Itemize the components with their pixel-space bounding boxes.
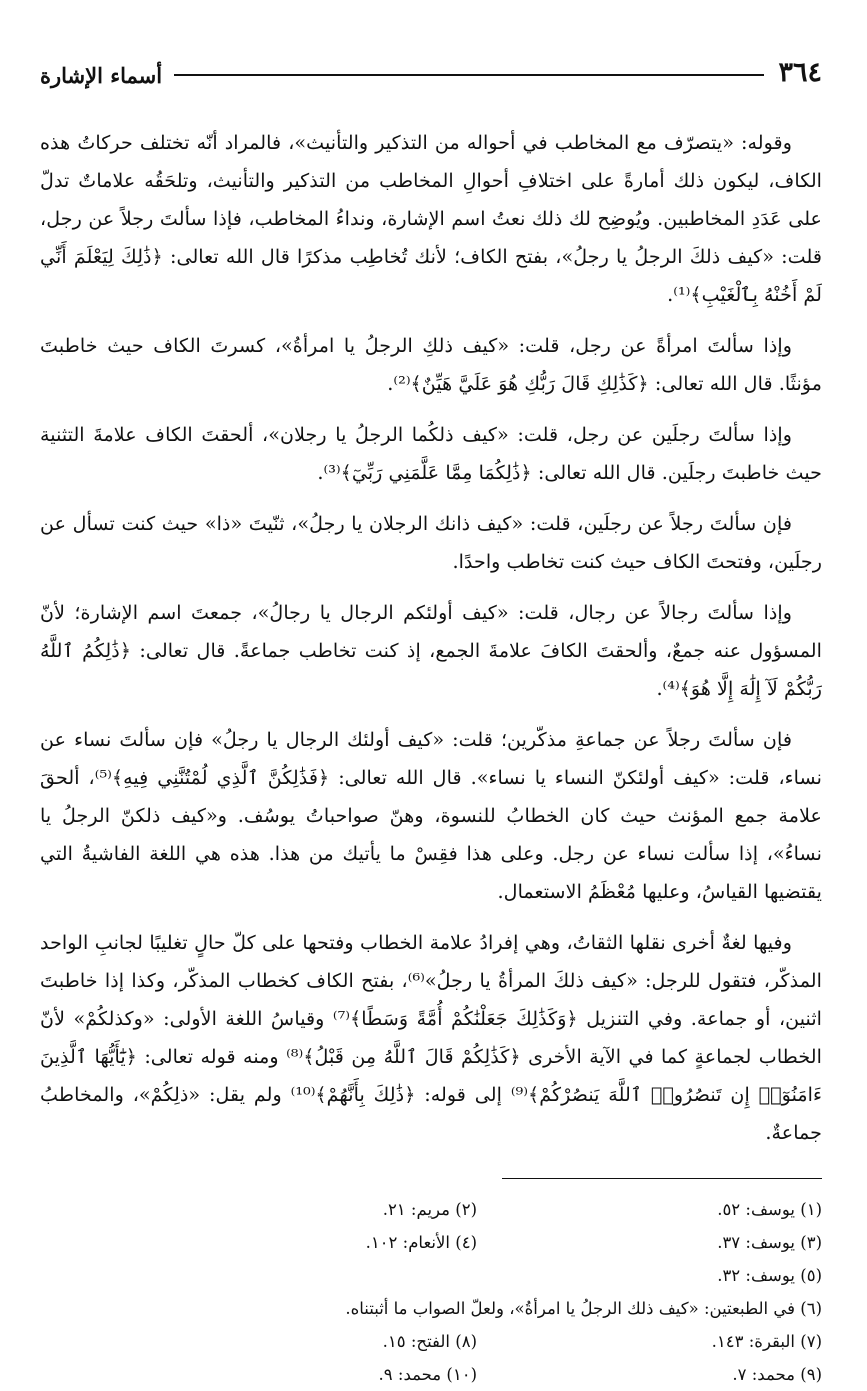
footnote: (٥) يوسف: ٣٢. bbox=[717, 1266, 822, 1285]
footnotes bbox=[40, 1193, 822, 1391]
footnote: (٦) في الطبعتين: «كيف ذلك الرجلُ يا امرأةُ»، ولعلّ الصواب ما أثبتناه. bbox=[345, 1299, 822, 1318]
paragraph: فإن سألتَ رجلاً عن جماعةِ مذكّرين؛ قلت: «كيف أولئك الرجال يا رجلُ» فإن سألتَ نساء عن نساء، قلت: «كيف أولئكنّ النساء يا نساء». قال الله تعالى: ﴿فَذَٰلِكُنَّ ٱلَّذِي لُمْتُنَّنِي فِيهِ﴾⁽⁵⁾، ألحقَ علامة جمع المؤنث حيث كان الخطابُ للنسوة، وهنّ صواحباتُ يوسُف. و«كيف ذلكنّ الرجلُ يا نساءُ»، إذا سألت نساء عن رجل. وعلى هذا فقِسْ ما يأتيك من هذا. هذه هي اللغة الفاشيةُ التي يقتضيها القياسُ، وعليها مُعْظَمُ الاستعمال. bbox=[40, 728, 822, 903]
footnote: (٩) محمد: ٧. bbox=[732, 1365, 822, 1384]
footnote-rule bbox=[502, 1178, 822, 1179]
footnote: (٤) الأنعام: ١٠٢. bbox=[365, 1233, 477, 1252]
paragraph: وإذا سألتَ امرأةً عن رجل، قلت: «كيف ذلكِ الرجلُ يا امرأةُ»، كسرتَ الكاف حيث خاطبتَ مؤنثًا. قال الله تعالى: ﴿كَذَٰلِكِ قَالَ رَبُّكِ هُوَ عَلَيَّ هَيِّنٌ﴾⁽²⁾. bbox=[40, 334, 822, 395]
page-number: ٣٦٤ bbox=[778, 57, 822, 88]
paragraph: وإذا سألتَ رجلَين عن رجل، قلت: «كيف ذلكُما الرجلُ يا رجلان»، ألحقتَ الكاف علامةَ التثنية حيث خاطبتَ رجلَين. قال الله تعالى: ﴿ذَٰلِكُمَا مِمَّا عَلَّمَنِي رَبِّيٓ﴾⁽³⁾. bbox=[40, 423, 822, 484]
footnote-row bbox=[40, 1325, 822, 1358]
footnote: (٣) يوسف: ٣٧. bbox=[717, 1233, 822, 1252]
footnote: (١٠) محمد: ٩. bbox=[378, 1365, 477, 1384]
footnote: (٢) مريم: ٢١. bbox=[382, 1200, 477, 1219]
footnote-row bbox=[40, 1292, 822, 1325]
footnote: (٨) الفتح: ١٥. bbox=[382, 1332, 477, 1351]
footnote-row bbox=[40, 1193, 822, 1226]
running-header bbox=[40, 46, 822, 86]
footnote-row bbox=[40, 1226, 822, 1259]
paragraph: وقوله: «يتصرّف مع المخاطب في أحواله من التذكير والتأنيث»، فالمراد أنّه تختلف حركاتُ هذه الكاف، ليكون ذلك أمارةً على اختلافِ أحوالِ المخاطب من التذكير والتأنيث، وتلحَقُه علاماتٌ تدلّ على عَدَدِ المخاطبين. ويُوضِح لك ذلك نعتُ اسم الإشارة، ونداءُ المخاطب، فإذا سألتَ رجلاً عن رجل، قلت: «كيف ذلكَ الرجلُ يا رجلُ»، بفتح الكاف؛ لأنك تُخاطِب مذكرًا قال الله تعالى: ﴿ذَٰلِكَ لِيَعْلَمَ أَنِّي لَمْ أَخُنْهُ بِٱلْغَيْبِ﴾⁽¹⁾. bbox=[40, 131, 822, 306]
footnote: (٧) البقرة: ١٤٣. bbox=[711, 1332, 822, 1351]
paragraph: فإن سألتَ رجلاً عن رجلَين، قلت: «كيف ذانك الرجلان يا رجلُ»، ثنّيتَ «ذا» حيث كنت تسأل عن رجلَين، وفتحتَ الكاف حيث كنت تخاطب واحدًا. bbox=[40, 512, 822, 573]
footnote-row bbox=[40, 1358, 822, 1391]
footnote: (١) يوسف: ٥٢. bbox=[717, 1200, 822, 1219]
section-title: أسماء الإشارة bbox=[40, 63, 163, 88]
paragraph: وفيها لغةٌ أخرى نقلها الثقاتُ، وهي إفرادُ علامة الخطاب وفتحها على كلّ حالٍ تغليبًا لجانبِ الواحد المذكّر، فتقول للرجل: «كيف ذلكَ المرأةُ يا رجلُ»⁽⁶⁾، بفتح الكاف كخطاب المذكّر، وكذا إذا خاطبتَ اثنين، أو جماعة. وفي التنزيل ﴿وَكَذَٰلِكَ جَعَلْنَٰكُمْ أُمَّةً وَسَطًا﴾⁽⁷⁾ وقياسُ اللغة الأولى: «وكذلكُمْ» لأنّ الخطاب لجماعةٍ كما في الآية الأخرى ﴿كَذَٰلِكُمْ قَالَ ٱللَّهُ مِن قَبْلُ﴾⁽⁸⁾ ومنه قوله تعالى: ﴿يَٰٓأَيُّهَا ٱلَّذِينَ ءَامَنُوٓا۟ إِن تَنصُرُوا۟ ٱللَّهَ يَنصُرْكُمْ﴾⁽⁹⁾ إلى قوله: ﴿ذَٰلِكَ بِأَنَّهُمْ﴾⁽¹⁰⁾ ولم يقل: «ذلِكُمْ»، والمخاطبُ جماعةٌ. bbox=[40, 931, 822, 1144]
main-text bbox=[40, 124, 822, 1152]
paragraph: وإذا سألتَ رجالاً عن رجال، قلت: «كيف أولئكم الرجال يا رجالُ»، جمعتَ اسم الإشارة؛ لأنّ المسؤول عنه جمعٌ، وألحقتَ الكافَ علامةَ الجمع، إذ كنت تخاطب جماعةً. قال تعالى: ﴿ذَٰلِكُمُ ٱللَّهُ رَبُّكُمْ لَآ إِلَٰهَ إِلَّا هُوَ﴾⁽⁴⁾. bbox=[40, 601, 822, 700]
header-rule bbox=[174, 74, 764, 76]
footnote-row bbox=[40, 1259, 822, 1292]
